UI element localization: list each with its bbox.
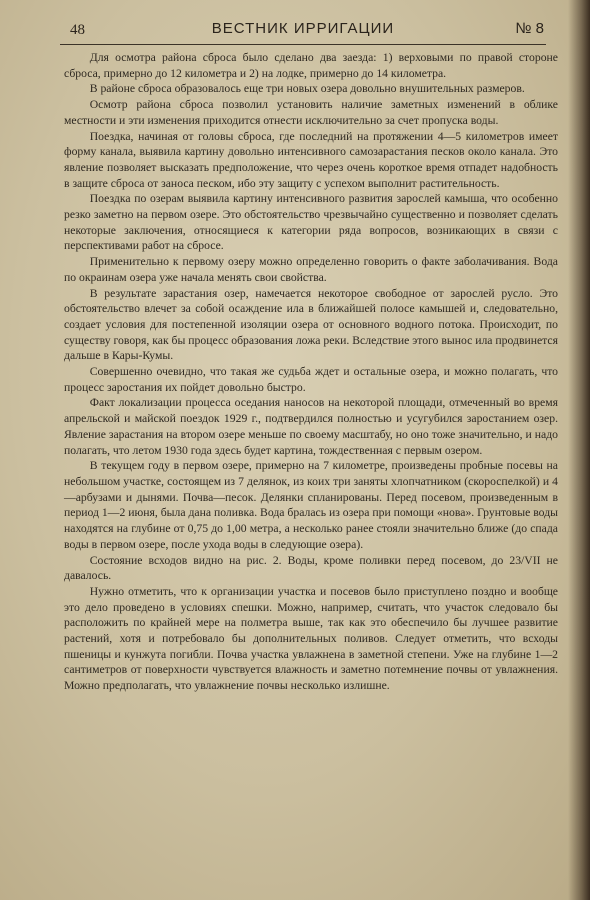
page-number: 48 xyxy=(70,22,85,38)
paragraph-11: Состояние всходов видно на рис. 2. Воды, кроме поливки перед посевом, до 23/VII не давалось. xyxy=(64,553,558,583)
paragraph-10: В текущем году в первом озере, примерно на 7 километре, произведены пробные посевы на небольшом участке, состоящем из 7 делянок, из коих три заняты хлопчатником (скороспелкой) и 4—арбузами и дынями. Почва—песок. Делянки спланированы. Перед посевом, произведенным в период 1—2 июня, была дана поливка. Вода бралась из озера при помощи «нова». Грунтовые воды находятся на глубине от 0,75 до 1,00 метра, а несколько ранее стояли значительно ближе (до спада воды в первом озере, после ухода воды в следующие озера). xyxy=(64,459,558,551)
paragraph-4: Поездка, начиная от головы сброса, где последний на протяжении 4—5 километров имеет форму канала, выявила картину довольно интенсивного самозарастания песков около канала. Это явление позволяет высказать предположение, что через очень короткое время отпадет надобность в защите сброса от заноса песком, ибо эту защиту с успехом выполнит растительность. xyxy=(64,129,558,190)
paragraph-9: Факт локализации процесса оседания наносов на некоторой площади, отмеченный во время апрельской и майской поездок 1929 г., подтвердился полностью и усугубился заростанием озер. Явление зарастания на втором озере меньше по своему масштабу, но оно тоже значительно, и надо полагать, что летом 1930 года здесь будет картина, тождественная с первым озером. xyxy=(64,396,558,457)
issue-number: № 8 xyxy=(515,20,544,37)
book-spine-shadow xyxy=(568,0,590,900)
paragraph-8: Совершенно очевидно, что такая же судьба ждет и остальные озера, и можно полагать, что процесс заростания их пойдет довольно быстро. xyxy=(64,365,558,394)
paragraph-5: Поездка по озерам выявила картину интенсивного развития зарослей камыша, что особенно резко заметно на первом озере. Это обстоятельство чрезвычайно существенно и позволяет сделать некоторые заключения, относящиеся к категории ряда вопросов, возникающих в связи с перспективами работ на сбросе. xyxy=(64,192,558,253)
paragraph-6: Применительно к первому озеру можно определенно говорить о факте заболачивания. Вода по окраинам озера уже начала менять свои свойства. xyxy=(64,255,558,284)
paragraph-3: Осмотр района сброса позволил установить наличие заметных изменений в облике местности и эти изменения приходится отнести исключительно за счет пропуска воды. xyxy=(64,98,558,127)
paragraph-12: Нужно отметить, что к организации участка и посевов было приступлено поздно и вообще это дело проведено в условиях спешки. Можно, например, считать, что участок следовало бы расположить по крайней мере на полметра выше, так как это обеспечило бы лучшее развитие растений, хотя и потребовало бы дополнительных поливов. Следует отметить, что всходы пшеницы и кунжута погибли. Почва участка увлажнена в заметной степени. Уже на глубине 1—2 сантиметров от поверхности чувствуется влажность и заметно потемнение почвы от увлажнения. Можно предполагать, что увлажнение почвы несколько излишне. xyxy=(64,584,558,693)
paragraph-7: В результате зарастания озер, намечается некоторое свободное от зарослей русло. Это обстоятельство влечет за собой осаждение ила в ближайшей полосе камышей и, следовательно, создает условия для постепенной изоляции озера от основного водного потока. Происходит, по существу говоря, как бы процесс образования ложа реки. Вследствие этого вынос ила продвинется дальше в Кары-Кумы. xyxy=(64,286,558,363)
paragraph-1: Для осмотра района сброса было сделано два заезда: 1) верховыми по правой стороне сброса, примерно до 12 километра и 2) на лодке, примерно до 14 километра. xyxy=(64,51,558,80)
running-header xyxy=(60,18,546,45)
journal-title: ВЕСТНИК ИРРИГАЦИИ xyxy=(211,20,395,37)
paragraph-2: В районе сброса образовалось еще три новых озера довольно внушительных размеров. xyxy=(89,82,525,96)
article-body xyxy=(64,50,558,694)
